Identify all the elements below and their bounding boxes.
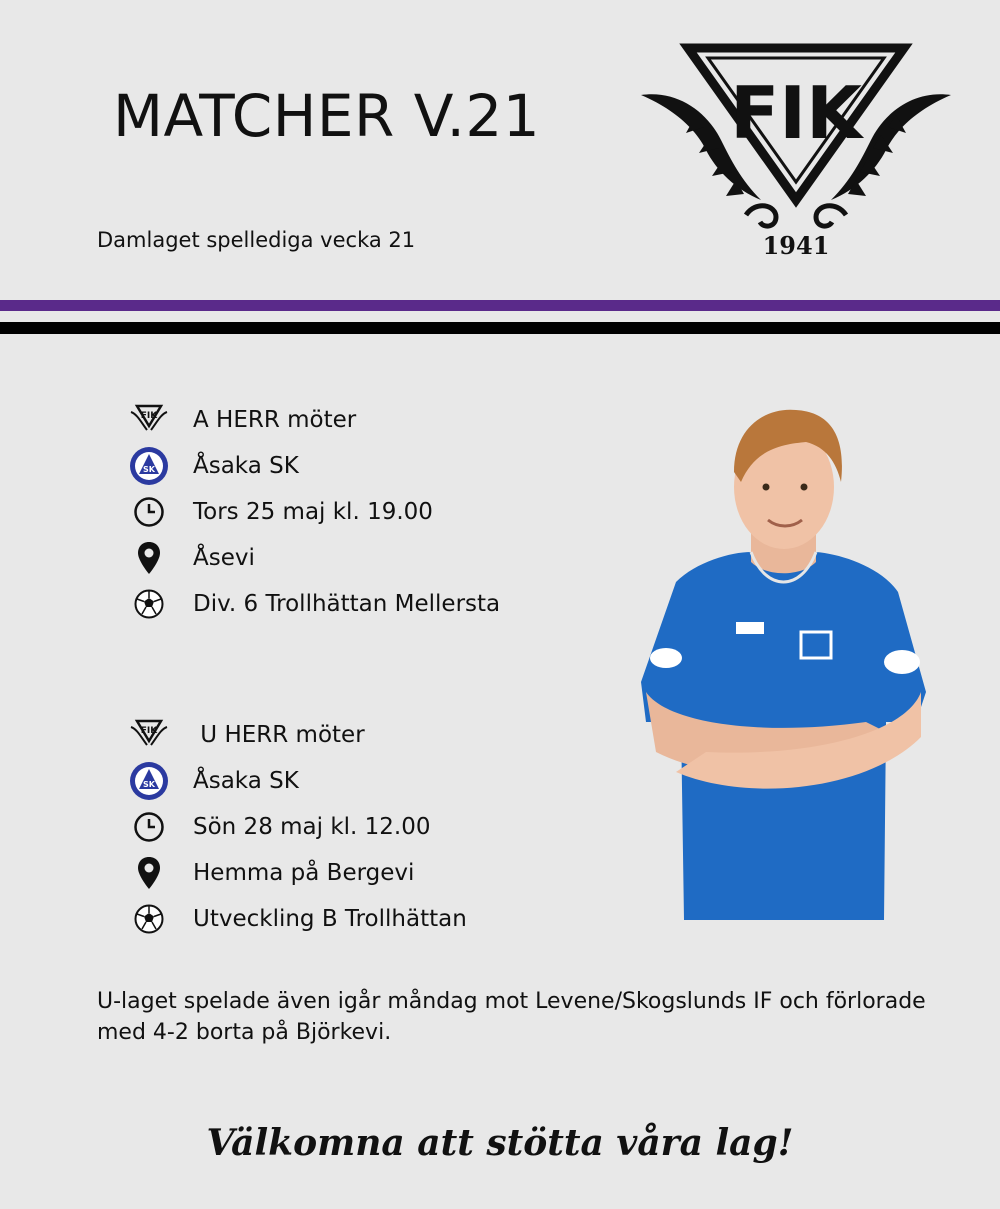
result-note: U-laget spelade även igår måndag mot Levene/Skogslunds IF och förlorade med 4-2 borta på Björkevi. <box>97 989 926 1045</box>
venue-label: Hemma på Bergevi <box>193 860 415 886</box>
venue-label: Åsevi <box>193 545 255 571</box>
svg-text:FIK: FIK <box>140 726 158 736</box>
opponent-label: Åsaka SK <box>193 768 299 794</box>
purple-stripe <box>0 300 1000 311</box>
black-stripe <box>0 322 1000 334</box>
match-a-herr <box>128 397 501 627</box>
match-row-team <box>128 397 357 443</box>
opponent-logo-icon <box>128 445 170 487</box>
soccer-ball-icon <box>128 898 170 940</box>
match-u-herr <box>128 712 467 942</box>
match-row-opponent <box>128 758 299 804</box>
welcome-message: Välkomna att stötta våra lag! <box>206 1122 794 1164</box>
match-row-league <box>128 896 467 942</box>
match-row-opponent <box>128 443 299 489</box>
svg-text:FIK: FIK <box>140 411 158 421</box>
opponent-label: Åsaka SK <box>193 453 299 479</box>
opponent-logo-icon <box>128 760 170 802</box>
svg-text:SK: SK <box>143 780 155 789</box>
logo-year: 1941 <box>762 231 830 260</box>
club-logo-icon <box>128 714 170 756</box>
logo-letters: FIK <box>730 71 862 155</box>
page-title: MATCHER V.21 <box>113 82 541 150</box>
location-pin-icon <box>128 537 170 579</box>
player-photo <box>636 392 932 920</box>
team-label: A HERR möter <box>193 407 357 433</box>
club-logo <box>636 40 956 265</box>
match-row-team <box>128 712 365 758</box>
clock-icon <box>128 491 170 533</box>
clock-icon <box>128 806 170 848</box>
match-row-time <box>128 804 431 850</box>
page-subtitle: Damlaget spellediga vecka 21 <box>97 228 416 252</box>
team-label: U HERR möter <box>193 722 365 748</box>
league-label: Div. 6 Trollhättan Mellersta <box>193 591 501 617</box>
match-row-league <box>128 581 501 627</box>
match-row-venue <box>128 535 255 581</box>
time-label: Tors 25 maj kl. 19.00 <box>193 499 433 525</box>
league-label: Utveckling B Trollhättan <box>193 906 467 932</box>
club-logo-icon <box>128 399 170 441</box>
match-row-venue <box>128 850 415 896</box>
time-label: Sön 28 maj kl. 12.00 <box>193 814 431 840</box>
location-pin-icon <box>128 852 170 894</box>
soccer-ball-icon <box>128 583 170 625</box>
match-row-time <box>128 489 433 535</box>
svg-text:SK: SK <box>143 465 155 474</box>
